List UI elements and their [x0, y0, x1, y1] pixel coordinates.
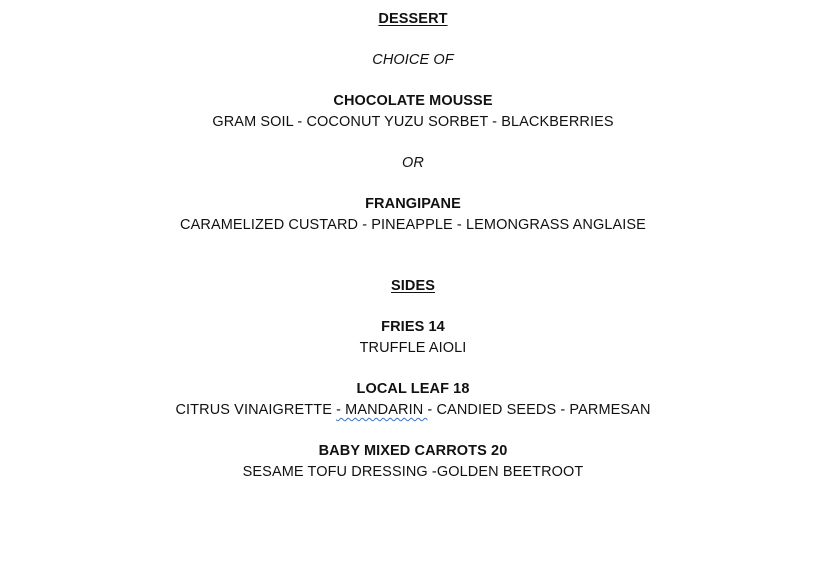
description-part: - CANDIED SEEDS - PARMESAN: [427, 402, 651, 418]
side-item-description: SESAME TOFU DRESSING -GOLDEN BEETROOT: [242, 464, 584, 480]
side-item-name: FRIES 14: [381, 319, 445, 335]
dessert-item-name: FRANGIPANE: [365, 196, 461, 212]
dessert-item-name: CHOCOLATE MOUSSE: [333, 93, 493, 109]
dessert-item-description: CARAMELIZED CUSTARD - PINEAPPLE - LEMONGRASS ANGLAISE: [180, 217, 646, 233]
side-item-description: TRUFFLE AIOLI: [359, 340, 467, 356]
spellcheck-flagged-text: - MANDARIN: [336, 402, 428, 418]
choice-of-label: CHOICE OF: [372, 52, 454, 68]
sides-heading: SIDES: [390, 278, 435, 294]
dessert-heading: DESSERT: [378, 11, 448, 27]
description-part: CITRUS VINAIGRETTE: [175, 402, 337, 418]
side-item-name: BABY MIXED CARROTS 20: [318, 443, 508, 459]
dessert-item-description: GRAM SOIL - COCONUT YUZU SORBET - BLACKBERRIES: [212, 114, 614, 130]
or-separator: OR: [402, 155, 424, 171]
side-item-description: [0, 400, 826, 420]
side-item-name: LOCAL LEAF 18: [356, 381, 470, 397]
